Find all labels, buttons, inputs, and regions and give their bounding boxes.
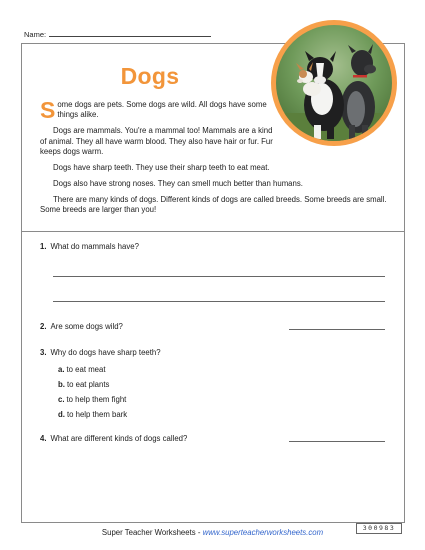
- name-label: Name:: [24, 30, 47, 39]
- article-title: Dogs: [120, 63, 180, 89]
- answer-line-2[interactable]: [289, 329, 385, 330]
- paragraph-2: Dogs are mammals. You're a mammal too! Mammals are a kind of animal. They all have warm blood. They also have hair or fur. Fur keeps dogs warm.: [40, 126, 273, 157]
- footer: [0, 528, 425, 537]
- footer-url-link[interactable]: www.superteacherworksheets.com: [202, 528, 324, 537]
- question-1: 1. What do mammals have?: [40, 242, 139, 251]
- name-field[interactable]: [24, 29, 211, 39]
- footer-brand: Super Teacher Worksheets: [101, 528, 196, 537]
- dogs-illustration: [276, 25, 392, 141]
- reading-passage: [40, 97, 387, 221]
- choice-b[interactable]: b. to eat plants: [58, 380, 110, 389]
- section-divider: [21, 231, 405, 232]
- answer-line-1a[interactable]: [53, 276, 385, 277]
- paragraph-1: Some dogs are pets. Some dogs are wild. All dogs have some things alike.: [40, 97, 267, 123]
- paragraph-5: There are many kinds of dogs. Different kinds of dogs are called breeds. Some breeds are small. Some breeds are larger than you!: [40, 194, 387, 215]
- choice-d[interactable]: d. to help them bark: [58, 410, 128, 419]
- question-4: 4. What are different kinds of dogs called?: [40, 434, 188, 443]
- question-3: 3. Why do dogs have sharp teeth?: [40, 348, 161, 357]
- choice-a[interactable]: a. to eat meat: [58, 365, 106, 374]
- drop-cap: S: [40, 97, 56, 123]
- name-line[interactable]: [49, 29, 211, 37]
- dogs-photo: [271, 20, 397, 146]
- paragraph-4: Dogs also have strong noses. They can smell much better than humans.: [53, 178, 303, 188]
- choice-c[interactable]: c. to help them fight: [58, 395, 127, 404]
- worksheet-code: 300983: [356, 523, 402, 534]
- paragraph-3: Dogs have sharp teeth. They use their sharp teeth to eat meat.: [53, 163, 270, 173]
- answer-line-4[interactable]: [289, 441, 385, 442]
- footer-separator: -: [195, 528, 203, 537]
- answer-line-1b[interactable]: [53, 301, 385, 302]
- question-2: 2. Are some dogs wild?: [40, 322, 123, 331]
